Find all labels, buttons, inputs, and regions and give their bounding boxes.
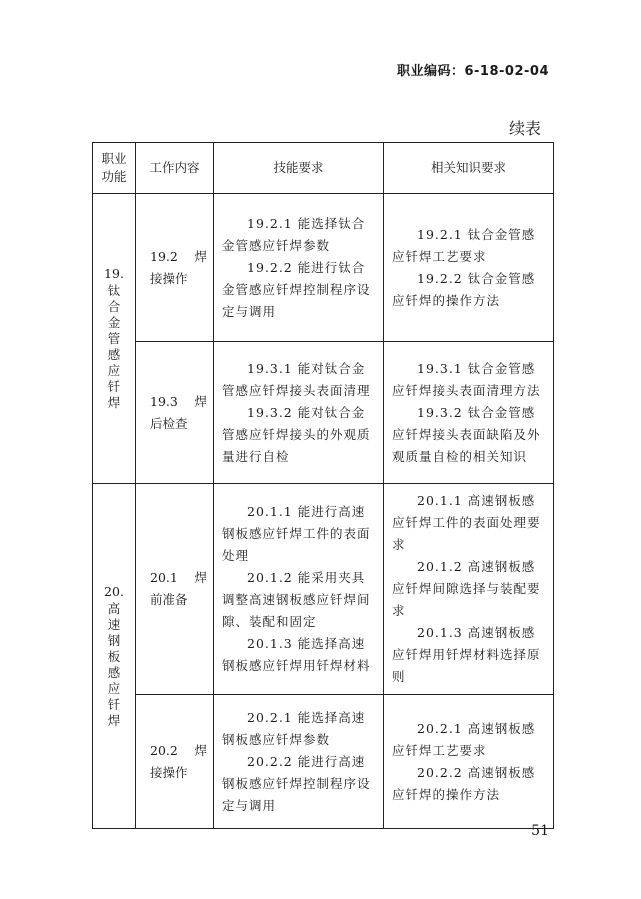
work-name: 后检查	[150, 415, 188, 431]
function-cell	[93, 194, 136, 484]
header-knowledge: 相关知识要求	[384, 143, 554, 194]
page-number: 51	[531, 823, 549, 839]
work-tail: 焊	[194, 742, 207, 758]
knowledge-item: 19.3.2 钛合金管感应钎焊接头表面缺陷及外观质量自检的相关知识	[392, 404, 541, 464]
knowledge-cell	[384, 695, 554, 829]
knowledge-cell	[384, 342, 554, 484]
skill-item: 20.1.1 能进行高速钢板感应钎焊工件的表面处理	[222, 504, 371, 563]
function-cell	[93, 484, 136, 829]
skill-cell	[214, 695, 384, 829]
knowledge-cell	[384, 194, 554, 342]
work-tail: 焊	[194, 248, 207, 264]
work-number: 20.1	[150, 570, 178, 585]
skill-item: 19.2.2 能进行钛合金管感应钎焊控制程序设定与调用	[222, 259, 371, 319]
skill-item: 20.2.2 能进行高速钢板感应钎焊控制程序设定与调用	[222, 753, 371, 813]
work-name: 前准备	[150, 592, 188, 607]
work-content-cell	[136, 342, 214, 484]
skill-item: 20.2.1 能选择高速钢板感应钎焊参数	[222, 709, 366, 747]
skill-item: 20.1.2 能采用夹具调整高速钢板感应钎焊间隙、装配和固定	[222, 570, 371, 629]
table-row	[93, 342, 554, 484]
knowledge-item: 20.2.2 高速钢板感应钎焊的操作方法	[392, 764, 536, 802]
work-name: 接操作	[150, 764, 188, 780]
table-row	[93, 484, 554, 695]
table-row	[93, 695, 554, 829]
header-skill: 技能要求	[214, 143, 384, 194]
function-name: 钛合金管感应钎焊	[107, 283, 121, 410]
knowledge-item: 19.3.1 钛合金管感应钎焊接头表面清理方法	[392, 360, 541, 398]
work-tail: 焊	[194, 570, 207, 585]
skill-cell	[214, 194, 384, 342]
skill-cell	[214, 342, 384, 484]
work-tail: 焊	[194, 393, 207, 409]
knowledge-item: 20.1.3 高速钢板感应钎焊用钎焊材料选择原则	[392, 625, 541, 684]
work-number: 19.2	[150, 248, 178, 264]
work-number: 19.3	[150, 393, 178, 409]
work-content-cell	[136, 695, 214, 829]
function-number: 19.	[104, 266, 124, 281]
skill-cell	[214, 484, 384, 695]
skill-item: 19.3.2 能对钛合金管感应钎焊接头的外观质量进行自检	[222, 404, 371, 464]
work-number: 20.2	[150, 742, 178, 758]
knowledge-item: 19.2.2 钛合金管感应钎焊的操作方法	[392, 270, 536, 308]
table-row	[93, 194, 554, 342]
knowledge-cell	[384, 484, 554, 695]
continued-label: 续表	[508, 119, 541, 138]
header-function: 职业 功能	[93, 143, 136, 194]
knowledge-item: 20.1.2 高速钢板感应钎焊间隙选择与装配要求	[392, 559, 541, 618]
knowledge-item: 19.2.1 钛合金管感应钎焊工艺要求	[392, 226, 536, 264]
occupation-code: 职业编码：6-18-02-04	[396, 64, 549, 79]
work-name: 接操作	[150, 270, 188, 286]
skill-item: 19.3.1 能对钛合金管感应钎焊接头表面清理	[222, 360, 371, 398]
knowledge-item: 20.2.1 高速钢板感应钎焊工艺要求	[392, 720, 536, 758]
function-number: 20.	[104, 583, 124, 599]
table-header-row	[93, 143, 554, 194]
skill-item: 20.1.3 能选择高速钢板感应钎焊用钎焊材料	[222, 636, 371, 673]
skill-item: 19.2.1 能选择钛合金管感应钎焊参数	[222, 215, 366, 253]
work-content-cell	[136, 484, 214, 695]
header-work: 工作内容	[136, 143, 214, 194]
function-name: 高速钢板感应钎焊	[107, 600, 121, 728]
requirements-table	[92, 142, 554, 829]
work-content-cell	[136, 194, 214, 342]
knowledge-item: 20.1.1 高速钢板感应钎焊工件的表面处理要求	[392, 493, 541, 552]
